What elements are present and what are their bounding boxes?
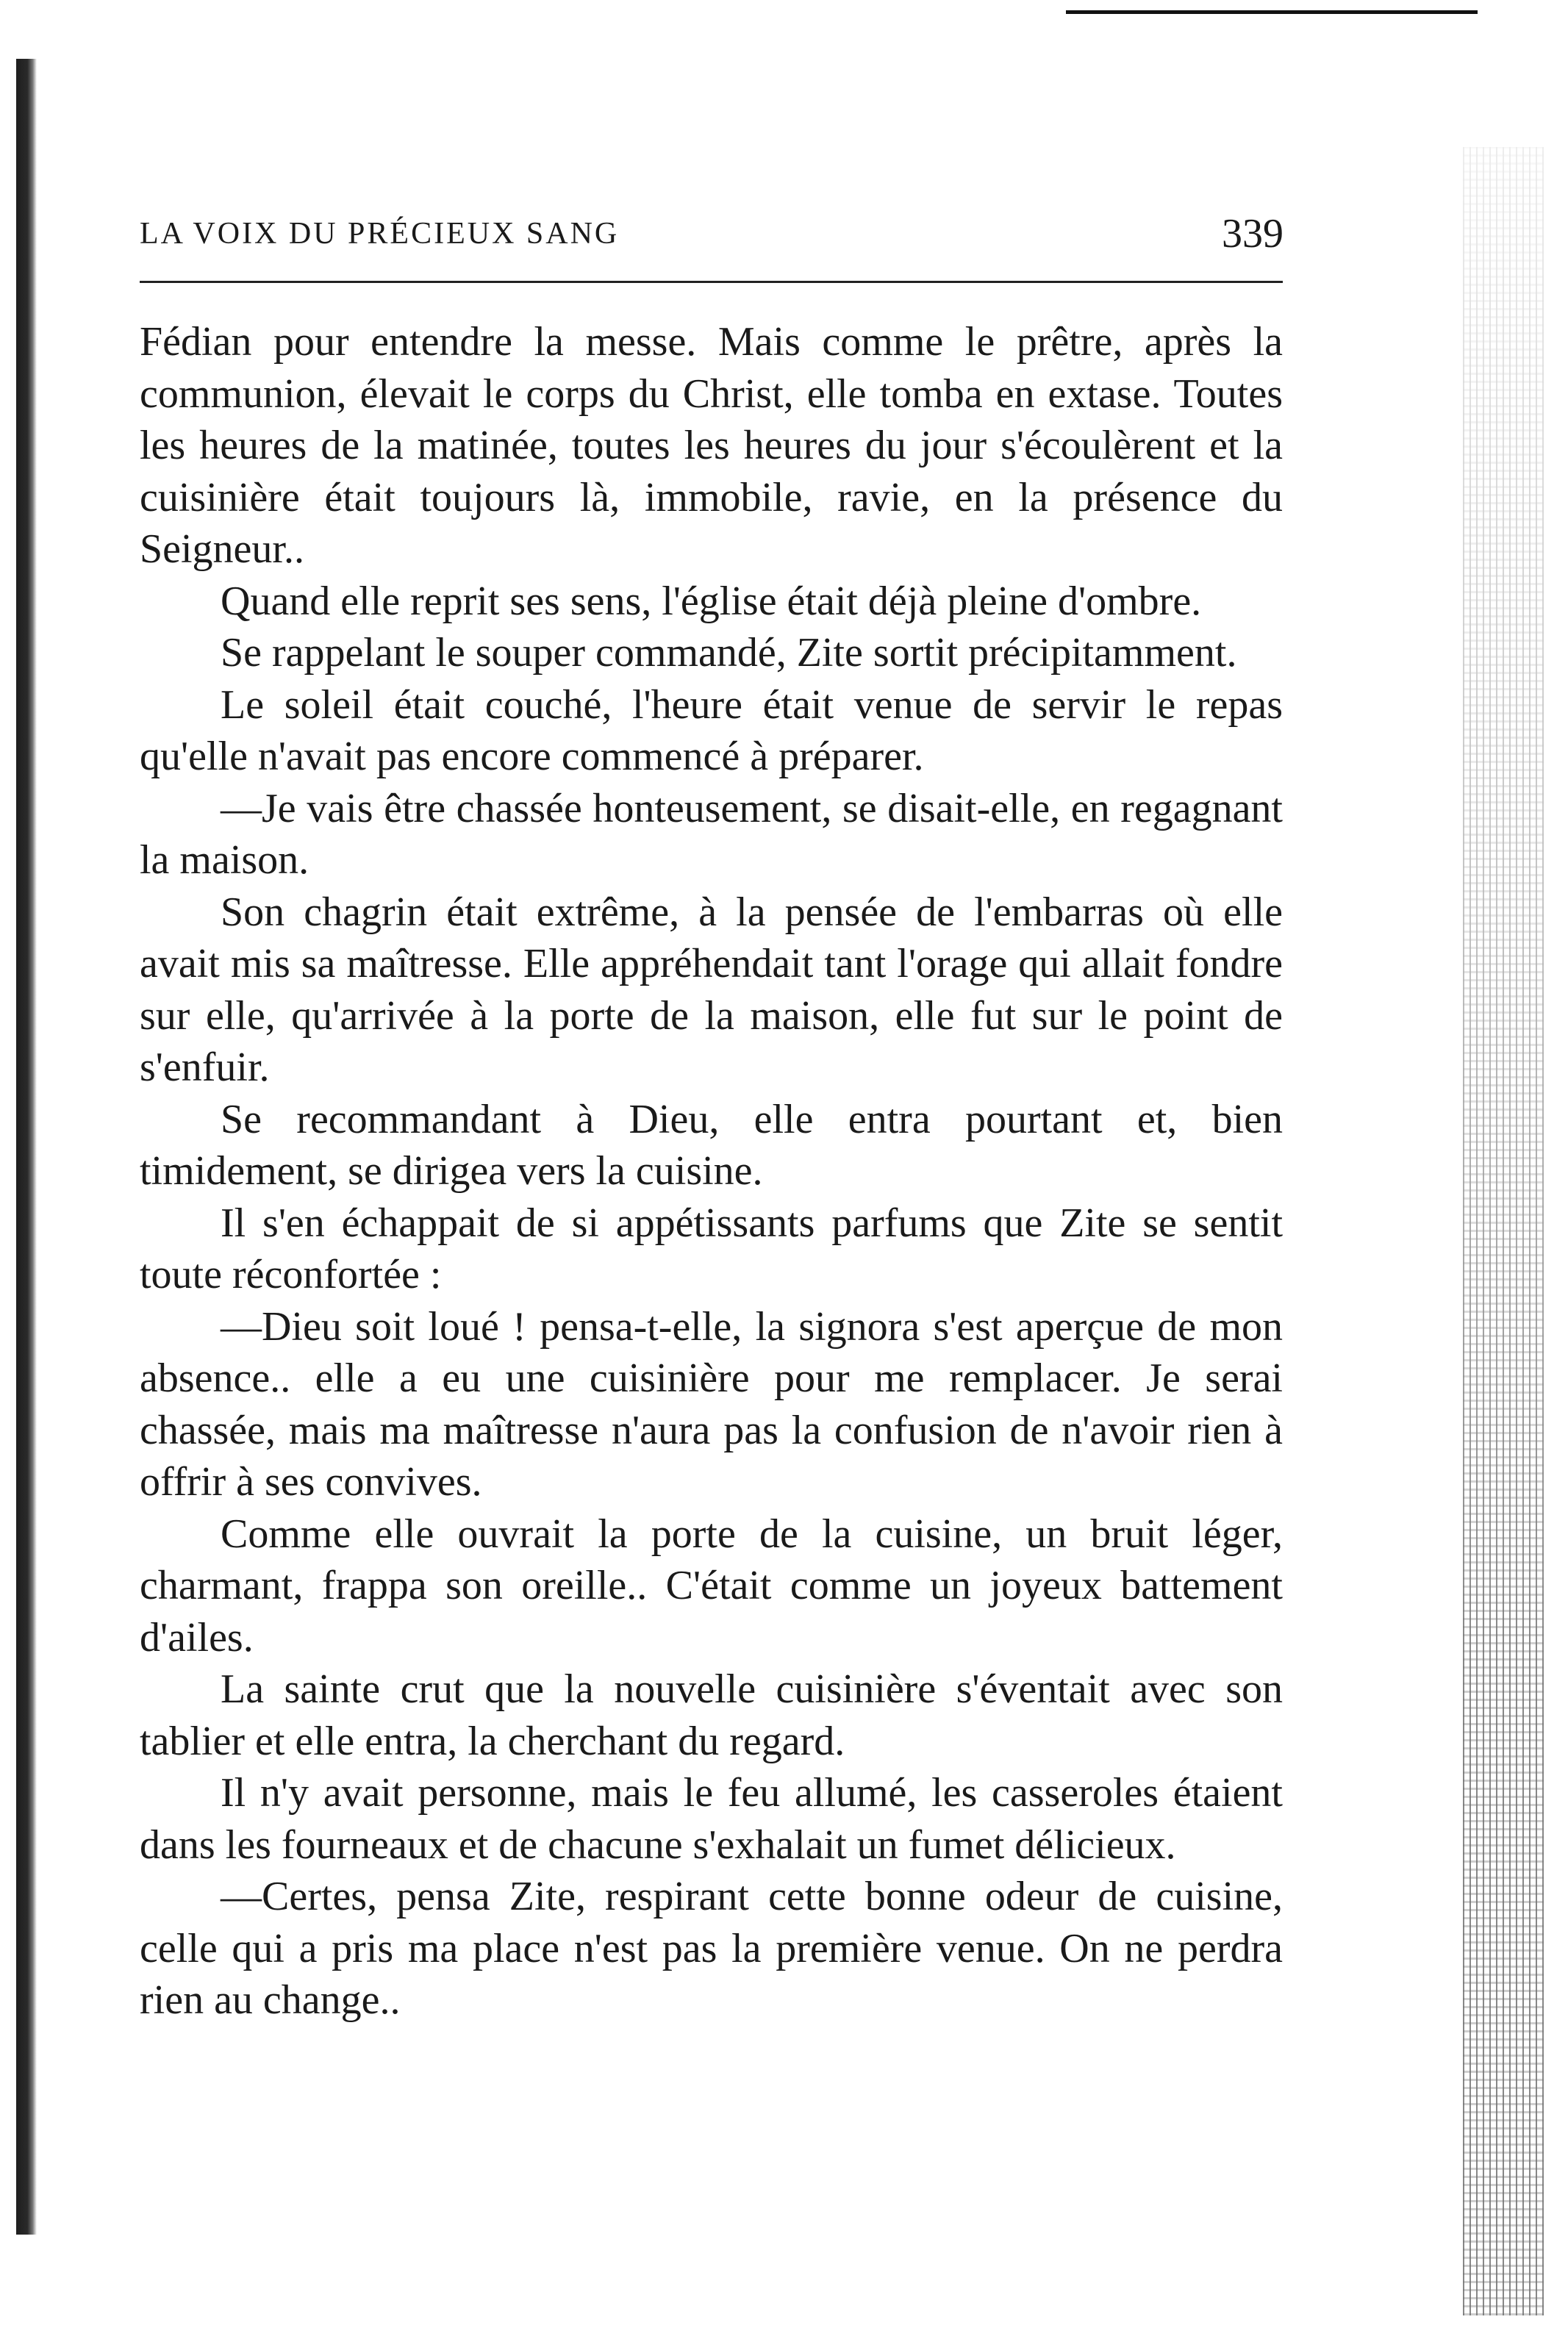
scan-top-rule: [1066, 10, 1478, 14]
body-text: [140, 316, 1283, 2027]
paragraph: Se rappelant le souper commandé, Zite sortit précipitamment.: [221, 630, 1237, 676]
paragraph: —Dieu soit loué ! pensa-t-elle, la signora s'est aperçue de mon absence.. elle a eu une cuisinière pour me remplacer. Je serai chassée, mais ma maîtresse n'aura pas la confusion de n'avoir rien à offrir à ses convives.: [140, 1303, 1283, 1505]
paragraph: —Je vais être chassée honteusement, se disait-elle, en regagnant la maison.: [140, 785, 1283, 883]
paragraph: —Certes, pensa Zite, respirant cette bonne odeur de cuisine, celle qui a pris ma place n'est pas la première venue. On ne perdra rien au change..: [140, 1874, 1283, 2023]
header-rule: [140, 281, 1283, 283]
paragraph: La sainte crut que la nouvelle cuisinière s'éventait avec son tablier et elle entra, la cherchant du regard.: [140, 1666, 1283, 1764]
scan-page-edge-right: [1463, 147, 1544, 2315]
paragraph: Il n'y avait personne, mais le feu allumé, les casseroles étaient dans les fourneaux et de chacune s'exhalait un fumet délicieux.: [140, 1770, 1283, 1868]
paragraph: Quand elle reprit ses sens, l'église était déjà pleine d'ombre.: [221, 578, 1202, 624]
scan-binding-edge-left: [16, 59, 37, 2235]
paragraph: Comme elle ouvrait la porte de la cuisine, un bruit léger, charmant, frappa son oreille.. C'était comme un joyeux battement d'ailes.: [140, 1511, 1283, 1661]
paragraph: Se recommandant à Dieu, elle entra pourtant et, bien timidement, se dirigea vers la cuisine.: [140, 1096, 1283, 1194]
paragraph: Le soleil était couché, l'heure était venue de servir le repas qu'elle n'avait pas encore commencé à préparer.: [140, 681, 1283, 779]
paragraph: Il s'en échappait de si appétissants parfums que Zite se sentit toute réconfortée :: [140, 1200, 1283, 1297]
paragraph: Son chagrin était extrême, à la pensée de l'embarras où elle avait mis sa maîtresse. Elle appréhendait tant l'orage qui allait fondre sur elle, qu'arrivée à la porte de la maison, elle fut sur le point de s'enfuir.: [140, 889, 1283, 1090]
page-number: 339: [1222, 211, 1284, 257]
running-head: LA VOIX DU PRÉCIEUX SANG: [140, 217, 620, 251]
paragraph: Fédian pour entendre la messe. Mais comme le prêtre, après la communion, élevait le corps du Christ, elle tomba en extase. Toutes les heures de la matinée, toutes les heures du jour s'écoulèrent et la cuisinière était toujours là, immobile, ravie, en la présence du Seigneur..: [140, 319, 1283, 572]
